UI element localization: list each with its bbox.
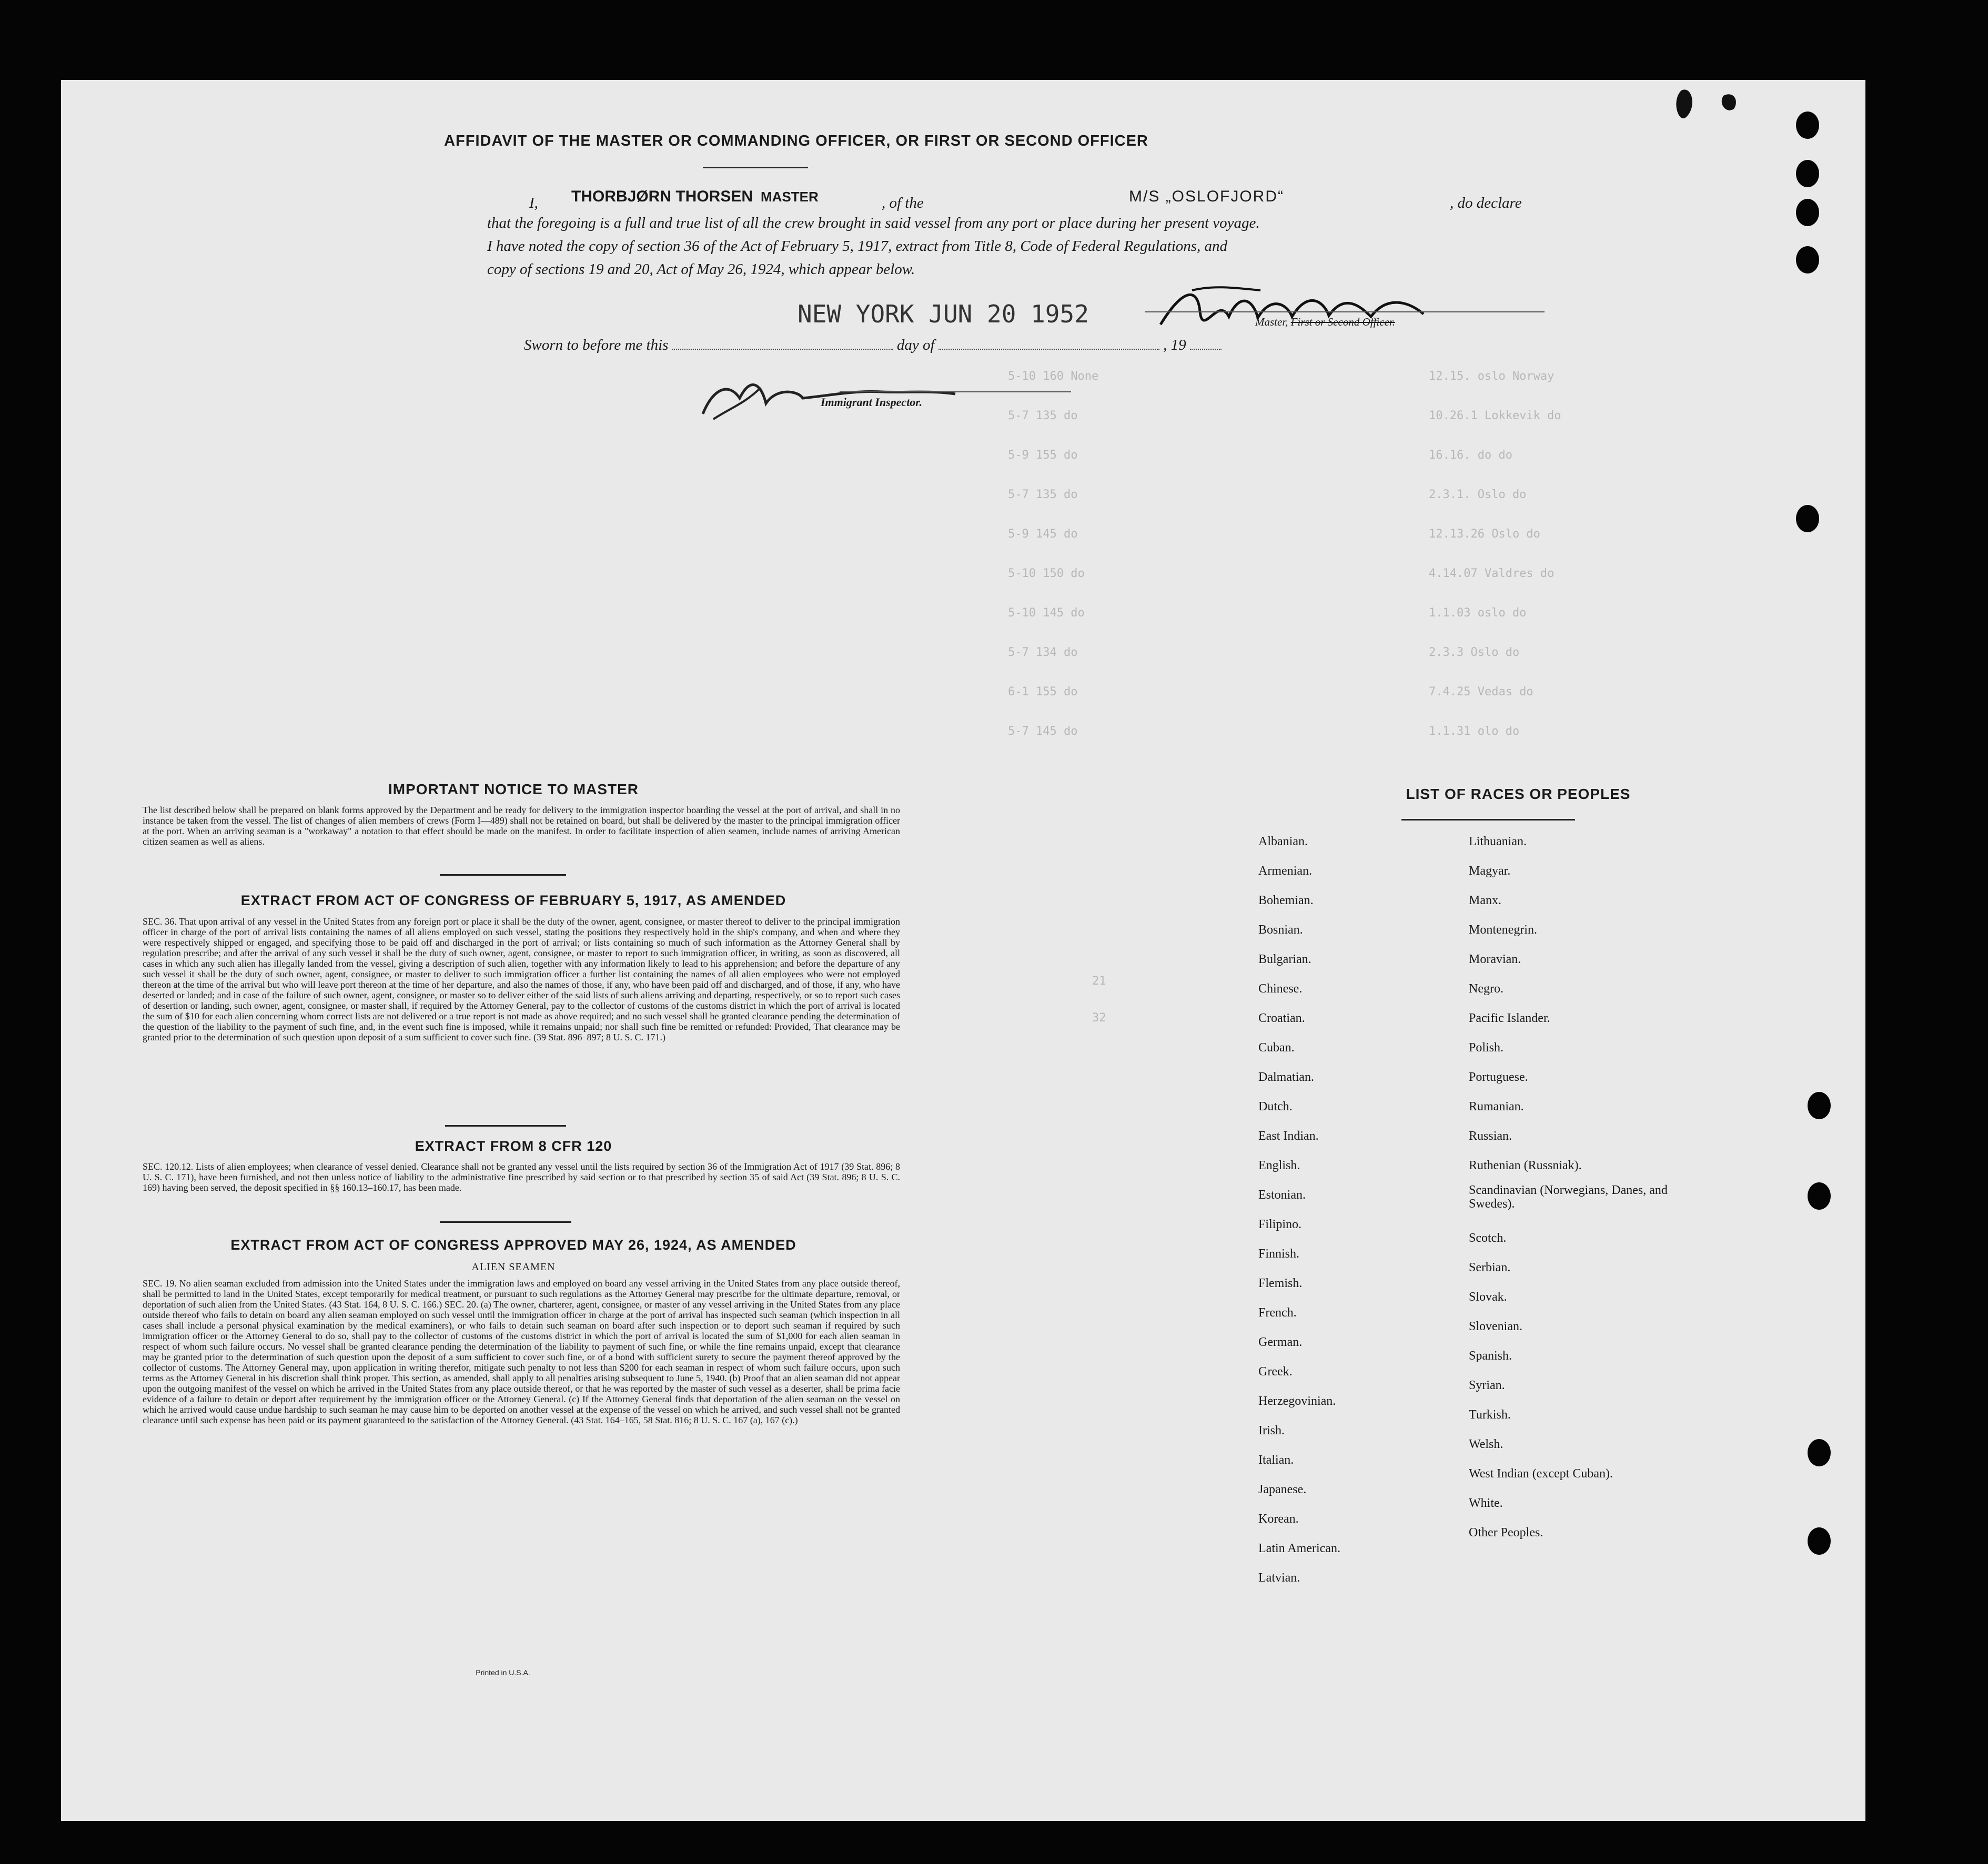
race-item: Magyar. [1469, 864, 1511, 878]
svg-text:12.13.26 Oslo do: 12.13.26 Oslo do [1429, 528, 1540, 541]
race-item: Negro. [1469, 982, 1503, 996]
svg-text:6-1 155 do: 6-1 155 do [1008, 685, 1078, 698]
race-item: Moravian. [1469, 953, 1521, 966]
svg-text:5-9 145 do: 5-9 145 do [1008, 528, 1078, 541]
race-item: Filipino. [1258, 1218, 1302, 1231]
punch-hole [1796, 505, 1819, 532]
vessel-name: M/S „OSLOFJORD“ [1129, 188, 1285, 205]
svg-text:21: 21 [1092, 975, 1106, 988]
race-item: West Indian (except Cuban). [1469, 1467, 1613, 1481]
race-item: Turkish. [1469, 1408, 1511, 1422]
race-item: Russian. [1469, 1129, 1512, 1143]
sworn-year-blank [1190, 349, 1222, 350]
extract-1924-text: SEC. 19. No alien seaman excluded from admission into the United States under the immigration laws and employed on board any vessel arriving in the United States from any place outside thereof, shall be permitted to land in the United States, except temporarily for medical treatment, or pursuant to such regulations as the Attorney General may prescribe for the ultimate departure, removal, or deportation of such alien from the United States. (43 Stat. 164, 8 U. S. C. 166.) SEC. 20. (a) The owner, charterer, agent, consignee, or master of any vessel arriving in the United States from any place outside thereof who fails to detain on board any alien seaman employed on such vessel until the immigration officer in charge at the port of arrival has inspected such seaman (which inspection in all cases shall include a personal physical examination by the medical examiners), or who fails to detain such seaman on board after such inspection or to deport such seaman if required by such immigration officer or the Attorney General to do so, shall pay to the collector of customs of the customs district in which the port of arrival is located the sum of $1,000 for each alien seaman in respect of whom such failure occurs. No vessel shall be granted clearance pending the determination of the liability to payment of such fine, or while the fine remains unpaid, except that clearance may be granted prior to the determination of such question upon the deposit of a sum sufficient to cover such fine, or of a bond with sufficient surety to secure the payment thereof approved by the collector of customs. The Attorney General may, upon application in writing therefor, mitigate such penalty to not less than $200 for each seaman in respect of whom such failure occurs, upon such terms as the Attorney General in his discretion shall think proper. This section, as amended, shall apply to all penalties arising subsequent to June 5, 1940. (b) Proof that an alien seaman did not appear upon the outgoing manifest of the vessel on which he arrived in the United States from any place outside thereof, or that he was reported by the master of such vessel as a deserter, shall be prima facie evidence of a failure to detain or deport after requirement by the immigration officer or the Attorney General. (c) If the Attorney General finds that deportation of the alien seaman on the vessel on which he arrived would cause undue hardship to such seaman he may cause him to be deported on another vessel at the expense of the vessel on which he arrived, and such vessel shall not be granted clearance until such expense has been paid or its payment guaranteed to the satisfaction of the Attorney General. (43 Stat. 164–165, 58 Stat. 816; 8 U. S. C. 167 (a), 167 (c).) [143, 1278, 900, 1425]
master-rank: MASTER [761, 189, 819, 205]
race-item: Cuban. [1258, 1041, 1295, 1055]
race-item: East Indian. [1258, 1129, 1319, 1143]
svg-text:5-10 150 do: 5-10 150 do [1008, 567, 1085, 580]
race-item: White. [1469, 1496, 1503, 1510]
race-item: Ruthenian (Russniak). [1469, 1159, 1582, 1172]
master-name: THORBJØRN THORSEN [571, 188, 753, 205]
svg-text:4.14.07 Valdres do: 4.14.07 Valdres do [1429, 567, 1555, 580]
svg-text:12.15. oslo Norway: 12.15. oslo Norway [1429, 370, 1555, 383]
race-item: Italian. [1258, 1453, 1294, 1467]
race-item: Manx. [1469, 894, 1501, 907]
race-item: German. [1258, 1335, 1303, 1349]
notice-title: IMPORTANT NOTICE TO MASTER [388, 781, 639, 797]
punch-hole [1808, 1092, 1831, 1119]
affidavit-title: AFFIDAVIT OF THE MASTER OR COMMANDING OFFICER, OR FIRST OR SECOND OFFICER [444, 133, 1148, 149]
race-item: Bosnian. [1258, 923, 1303, 937]
punch-hole [1796, 160, 1819, 187]
sworn-day-blank [672, 349, 893, 350]
race-item: Latvian. [1258, 1571, 1300, 1585]
race-item: Syrian. [1469, 1379, 1505, 1392]
master-signature-line [1145, 311, 1545, 312]
svg-text:32: 32 [1092, 1011, 1106, 1025]
svg-text:7.4.25 Vedas do: 7.4.25 Vedas do [1429, 685, 1533, 698]
races-left-column [1258, 827, 1448, 1593]
race-item: Flemish. [1258, 1277, 1303, 1290]
sworn-month-blank [939, 349, 1159, 350]
master-label: Master, First or Second Officer. [1255, 316, 1395, 328]
notice-rule [440, 874, 566, 876]
day-of-label: day of [896, 337, 935, 353]
race-item: Serbian. [1469, 1261, 1511, 1274]
race-item: Armenian. [1258, 864, 1312, 878]
cfr-text: SEC. 120.12. Lists of alien employees; when clearance of vessel denied. Clearance shall not be granted any vessel until the lists required by section 36 of the Immigration Act of 1917 (39 Stat. 896; 8 U. S. C. 171), have been furnished, and not then unless notice of liability to the administrative fine prescribed by said section or to that prescribed by section 35 of said Act (39 Stat. 896; 8 U. S. C. 169) having been served, the deposit specified in §§ 160.13–160.17, has been made. [143, 1161, 900, 1193]
inspector-signature-line [840, 391, 1071, 392]
svg-text:5-10 145 do: 5-10 145 do [1008, 606, 1085, 620]
manifest-page [61, 80, 1865, 1821]
corner-smudge [1660, 80, 1755, 138]
svg-text:1.1.31 olo do: 1.1.31 olo do [1429, 725, 1520, 738]
svg-text:1.1.03 oslo do: 1.1.03 oslo do [1429, 606, 1527, 620]
svg-text:5-9 155 do: 5-9 155 do [1008, 449, 1078, 462]
race-item: Other Peoples. [1469, 1526, 1543, 1539]
race-item: Portuguese. [1469, 1070, 1528, 1084]
race-item: Latin American. [1258, 1542, 1340, 1555]
races-rule [1401, 819, 1575, 820]
svg-text:5-7 135 do: 5-7 135 do [1008, 488, 1078, 501]
race-item: Dutch. [1258, 1100, 1293, 1113]
cfr-title: EXTRACT FROM 8 CFR 120 [415, 1138, 612, 1154]
race-item: Finnish. [1258, 1247, 1300, 1261]
extract-1917-title: EXTRACT FROM ACT OF CONGRESS OF FEBRUARY 5, 1917, AS AMENDED [240, 893, 786, 908]
race-item: Herzegovinian. [1258, 1394, 1336, 1408]
year-label: , 19 [1163, 337, 1186, 353]
extract-1924-subtitle: ALIEN SEAMEN [471, 1261, 556, 1273]
svg-text:10.26.1 Lokkevik do: 10.26.1 Lokkevik do [1429, 409, 1561, 422]
race-item: Spanish. [1469, 1349, 1512, 1363]
race-item: Albanian. [1258, 835, 1308, 848]
punch-hole [1796, 112, 1819, 139]
cfr-rule [440, 1221, 571, 1223]
race-item: Slovak. [1469, 1290, 1507, 1304]
races-right-column [1469, 827, 1679, 1547]
svg-text:2.3.1. Oslo do: 2.3.1. Oslo do [1429, 488, 1527, 501]
race-item: Slovenian. [1469, 1320, 1522, 1333]
punch-hole [1796, 246, 1819, 273]
race-item: French. [1258, 1306, 1297, 1320]
declaration [487, 185, 1550, 281]
race-item: Irish. [1258, 1424, 1285, 1437]
punch-hole [1796, 199, 1819, 226]
svg-text:2.3.3 Oslo do: 2.3.3 Oslo do [1429, 646, 1520, 659]
punch-hole [1808, 1439, 1831, 1466]
race-item: Dalmatian. [1258, 1070, 1314, 1084]
svg-text:5-7 135 do: 5-7 135 do [1008, 409, 1078, 422]
of-the-label: , of the [882, 195, 924, 211]
race-item: Scotch. [1469, 1231, 1507, 1245]
i-label: I, [529, 195, 538, 211]
svg-text:5-7 145 do: 5-7 145 do [1008, 725, 1078, 738]
inspector-label: Immigrant Inspector. [821, 396, 923, 409]
races-title: LIST OF RACES OR PEOPLES [1406, 786, 1631, 802]
race-item: Estonian. [1258, 1188, 1306, 1202]
svg-text:16.16. do do: 16.16. do do [1429, 449, 1512, 462]
printed-in-usa: Printed in U.S.A. [476, 1668, 530, 1677]
do-declare-label: , do declare [1450, 195, 1522, 211]
race-item: Japanese. [1258, 1483, 1307, 1496]
race-item: Polish. [1469, 1041, 1504, 1055]
title-rule [703, 167, 808, 168]
punch-hole [1808, 1182, 1831, 1210]
date-stamp: NEW YORK JUN 20 1952 [798, 300, 1089, 328]
race-item: Lithuanian. [1469, 835, 1527, 848]
race-item: Welsh. [1469, 1437, 1503, 1451]
declaration-line-4: copy of sections 19 and 20, Act of May 26, 1924, which appear below. [487, 261, 915, 278]
extract-1917-rule [445, 1125, 566, 1127]
svg-text:5-7 134 do: 5-7 134 do [1008, 646, 1078, 659]
punch-hole [1808, 1527, 1831, 1555]
declaration-line-3: I have noted the copy of section 36 of the Act of February 5, 1917, extract from Title 8, Code of Federal Regulations, and [487, 238, 1228, 255]
notice-text: The list described below shall be prepared on blank forms approved by the Department and be ready for delivery to the immigration inspector boarding the vessel at the port of arrival, and shall in no instance be taken from the vessel. The list of changes of alien members of crews (Form I—489) shall not be retained on board, but shall be delivered by the master to the principal immigration officer at the port. When an arriving seaman is a "workaway" a notation to that effect should be made on the manifest. In order to facilitate inspection of alien seamen, include names of arriving American citizen seamen as well as aliens. [143, 805, 900, 847]
extract-1917-text: SEC. 36. That upon arrival of any vessel in the United States from any foreign port or place it shall be the duty of the owner, agent, consignee, or master thereof to deliver to the principal immigration officer in charge of the port of arrival lists containing the names of all aliens employed on such vessel, stating the positions they respectively hold in the ship's company, and when and where they were respectively shipped or engaged, and specifying those to be paid off and discharged in the port of arrival; or lists containing so much of such information as the Attorney General shall by regulation prescribe; and after the arrival of any such vessel it shall be the duty of such owner, agent, consignee, or master to report to such immigration officer, in writing, as soon as discovered, all cases in which any such alien has illegally landed from the vessel, giving a description of such alien, together with any information likely to lead to his apprehension; and before the departure of any such vessel it shall be the duty of such owner, agent, consignee, or master to deliver to such immigration officer a further list containing the names of all alien employees who were not employed thereon at the time of the arrival but who will leave port thereon at the time of her departure, and also the names of those, if any, who have been paid off and discharged, and of those, if any, who have deserted or landed; and in case of the failure of such owner, agent, consignee, or master so to deliver either of the said lists of such aliens arriving and departing, respectively, or so to report such cases of desertion or landing, such owner, agent, consignee, or master shall, if required by the Attorney General, pay to the collector of customs of the customs district in which the port of arrival is located the sum of $10 for each alien concerning whom correct lists are not delivered or a true report is not made as above required; and no such vessel shall be granted clearance pending the determination of the question of the liability to the payment of such fine, and, in the event such fine is imposed, while it remains unpaid; nor shall such fine be remitted or refunded: Provided, That clearance may be granted prior to the determination of such question upon deposit of a sum sufficient to cover such fine. (39 Stat. 896–897; 8 U. S. C. 171.) [143, 916, 900, 1042]
sworn-label: Sworn to before me this [524, 337, 669, 353]
race-item: Korean. [1258, 1512, 1299, 1526]
race-item: Greek. [1258, 1365, 1293, 1379]
declaration-line-2: that the foregoing is a full and true list of all the crew brought in said vessel from any port or place during her present voyage. [487, 215, 1260, 231]
race-item: Bohemian. [1258, 894, 1314, 907]
race-item: Montenegrin. [1469, 923, 1537, 937]
extract-1924-title: EXTRACT FROM ACT OF CONGRESS APPROVED MAY 26, 1924, AS AMENDED [230, 1237, 796, 1253]
sworn-line [524, 337, 1313, 354]
race-item: Croatian. [1258, 1011, 1305, 1025]
race-item: Rumanian. [1469, 1100, 1524, 1113]
race-item: English. [1258, 1159, 1300, 1172]
svg-text:5-10 160 None: 5-10 160 None [1008, 370, 1099, 383]
race-item: Pacific Islander. [1469, 1011, 1550, 1025]
race-item: Chinese. [1258, 982, 1303, 996]
race-item: Scandinavian (Norwegians, Danes, and Swedes). [1469, 1183, 1668, 1211]
race-item: Bulgarian. [1258, 953, 1311, 966]
declaration-line-1 [487, 185, 1550, 211]
